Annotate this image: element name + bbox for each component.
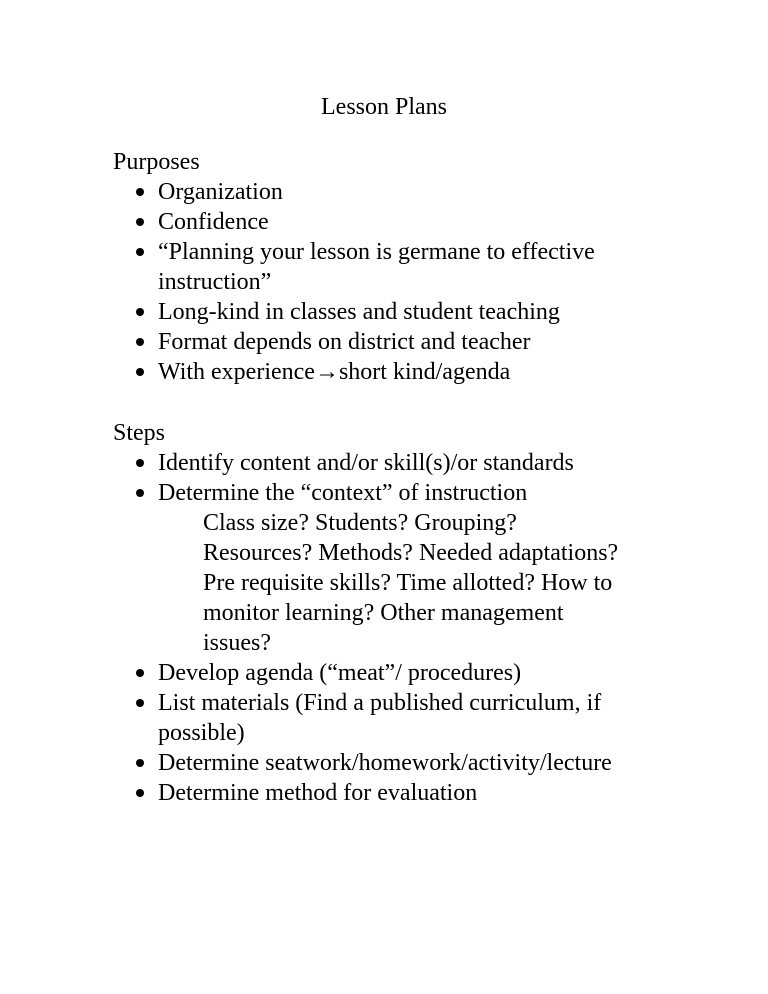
bullet-icon <box>136 759 144 767</box>
list-item <box>113 207 673 237</box>
list-item <box>113 357 673 387</box>
bullet-icon <box>136 308 144 316</box>
list-item-text: Format depends on district and teacher <box>158 329 531 355</box>
list-item-text: Confidence <box>158 209 269 235</box>
bullet-icon <box>136 368 144 376</box>
list-item <box>113 448 673 478</box>
list-item-text: Determine method for evaluation <box>158 780 478 806</box>
purposes-heading: Purposes <box>113 149 200 175</box>
list-item-text: Determine the “context” of instruction <box>158 480 528 506</box>
list-item <box>113 478 673 508</box>
list-item <box>113 237 673 297</box>
list-item-text: Develop agenda (“meat”/ procedures) <box>158 660 522 686</box>
list-item-text: Long-kind in classes and student teaching <box>158 299 560 325</box>
bullet-icon <box>136 218 144 226</box>
bullet-icon <box>136 248 144 256</box>
bullet-icon <box>136 669 144 677</box>
list-item <box>113 688 673 748</box>
steps-list-b <box>113 658 673 808</box>
list-item <box>113 748 673 778</box>
bullet-icon <box>136 338 144 346</box>
list-item <box>113 778 673 808</box>
list-item <box>113 327 673 357</box>
bullet-icon <box>136 459 144 467</box>
steps-list-a <box>113 448 673 508</box>
bullet-icon <box>136 789 144 797</box>
purposes-list <box>113 177 673 387</box>
bullet-icon <box>136 489 144 497</box>
list-item-text: With experience→short kind/agenda <box>158 359 511 385</box>
list-item <box>113 177 673 207</box>
list-item <box>113 297 673 327</box>
list-item-text: Determine seatwork/homework/activity/lecture <box>158 750 612 776</box>
list-item <box>113 658 673 688</box>
bullet-icon <box>136 188 144 196</box>
bullet-icon <box>136 699 144 707</box>
context-questions: Class size? Students? Grouping? Resources? Methods? Needed adaptations? Pre requisite skills? Time allotted? How to monitor learning? Other management issues? <box>203 510 619 656</box>
steps-heading: Steps <box>113 420 166 446</box>
list-item-text: “Planning your lesson is germane to effective instruction” <box>158 239 595 295</box>
list-item-text: Identify content and/or skill(s)/or standards <box>158 450 574 476</box>
page-title: Lesson Plans <box>321 94 447 120</box>
list-item-text: List materials (Find a published curriculum, if possible) <box>158 690 602 746</box>
list-item-text: Organization <box>158 179 283 205</box>
